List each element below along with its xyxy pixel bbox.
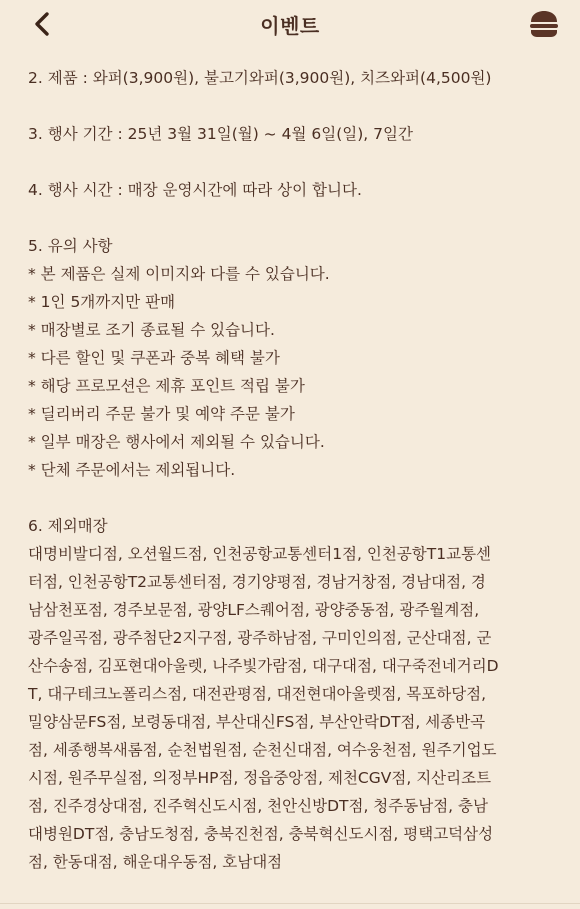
excluded-stores-line: 산수송점, 김포현대아울렛, 나주빛가람점, 대구대점, 대구죽전네거리D bbox=[28, 657, 499, 675]
products-line: 2. 제품 : 와퍼(3,900원), 불고기와퍼(3,900원), 치즈와퍼(4,500원) bbox=[28, 69, 492, 87]
excluded-stores-line: 터점, 인천공항T2교통센터점, 경기양평점, 경남거창점, 경남대점, 경 bbox=[28, 573, 486, 591]
note-item: * 일부 매장은 행사에서 제외될 수 있습니다. bbox=[28, 433, 325, 451]
app-header bbox=[0, 0, 580, 48]
excluded-stores-line: 광주일곡점, 광주첨단2지구점, 광주하남점, 구미인의점, 군산대점, 군 bbox=[28, 629, 492, 647]
hours-section bbox=[28, 176, 554, 204]
note-item: * 해당 프로모션은 제휴 포인트 적립 불가 bbox=[28, 377, 305, 395]
event-content bbox=[0, 48, 580, 876]
note-item: * 본 제품은 실제 이미지와 다를 수 있습니다. bbox=[28, 265, 330, 283]
period-line: 3. 행사 기간 : 25년 3월 31일(월) ~ 4월 6일(일), 7일간 bbox=[28, 125, 413, 143]
excluded-stores-line: 남삼천포점, 경주보문점, 광양LF스퀘어점, 광양중동점, 광주월계점, bbox=[28, 601, 480, 619]
excluded-stores-line: 대병원DT점, 충남도청점, 충북진천점, 충북혁신도시점, 평택고덕삼성 bbox=[28, 825, 494, 843]
note-item: * 다른 할인 및 쿠폰과 중복 혜택 불가 bbox=[28, 349, 280, 367]
note-item: * 매장별로 조기 종료될 수 있습니다. bbox=[28, 321, 275, 339]
note-item: * 1인 5개까지만 판매 bbox=[28, 293, 176, 311]
bottom-divider bbox=[0, 903, 580, 904]
excluded-stores-line: 대명비발디점, 오션월드점, 인천공항교통센터1점, 인천공항T1교통센 bbox=[28, 545, 492, 563]
excluded-stores-line: T, 대구테크노폴리스점, 대전관평점, 대전현대아울렛점, 목포하당점, bbox=[28, 685, 487, 703]
back-button[interactable] bbox=[28, 10, 56, 38]
note-item: * 딜리버리 주문 불가 및 예약 주문 불가 bbox=[28, 405, 295, 423]
hours-line: 4. 행사 시간 : 매장 운영시간에 따라 상이 합니다. bbox=[28, 181, 362, 199]
notes-section bbox=[28, 232, 554, 484]
period-section bbox=[28, 120, 554, 148]
page-title: 이벤트 bbox=[260, 13, 320, 38]
chevron-left-icon bbox=[32, 11, 52, 37]
excluded-stores-line: 점, 진주경상대점, 진주혁신도시점, 천안신방DT점, 청주동남점, 충남 bbox=[28, 797, 488, 815]
excluded-heading: 6. 제외매장 bbox=[28, 517, 108, 535]
excluded-stores-line: 점, 세종행복새롬점, 순천법원점, 순천신대점, 여수웅천점, 원주기업도 bbox=[28, 741, 497, 759]
excluded-section bbox=[28, 512, 554, 876]
excluded-stores-line: 시점, 원주무실점, 의정부HP점, 정읍중앙점, 제천CGV점, 지산리조트 bbox=[28, 769, 492, 787]
burger-menu-icon bbox=[528, 10, 560, 38]
menu-button[interactable] bbox=[526, 8, 562, 40]
excluded-stores-line: 밀양삼문FS점, 보령동대점, 부산대신FS점, 부산안락DT점, 세종반곡 bbox=[28, 713, 486, 731]
notes-heading: 5. 유의 사항 bbox=[28, 237, 113, 255]
excluded-stores-line: 점, 한동대점, 해운대우동점, 호남대점 bbox=[28, 853, 283, 871]
products-section bbox=[28, 64, 554, 92]
note-item: * 단체 주문에서는 제외됩니다. bbox=[28, 461, 236, 479]
